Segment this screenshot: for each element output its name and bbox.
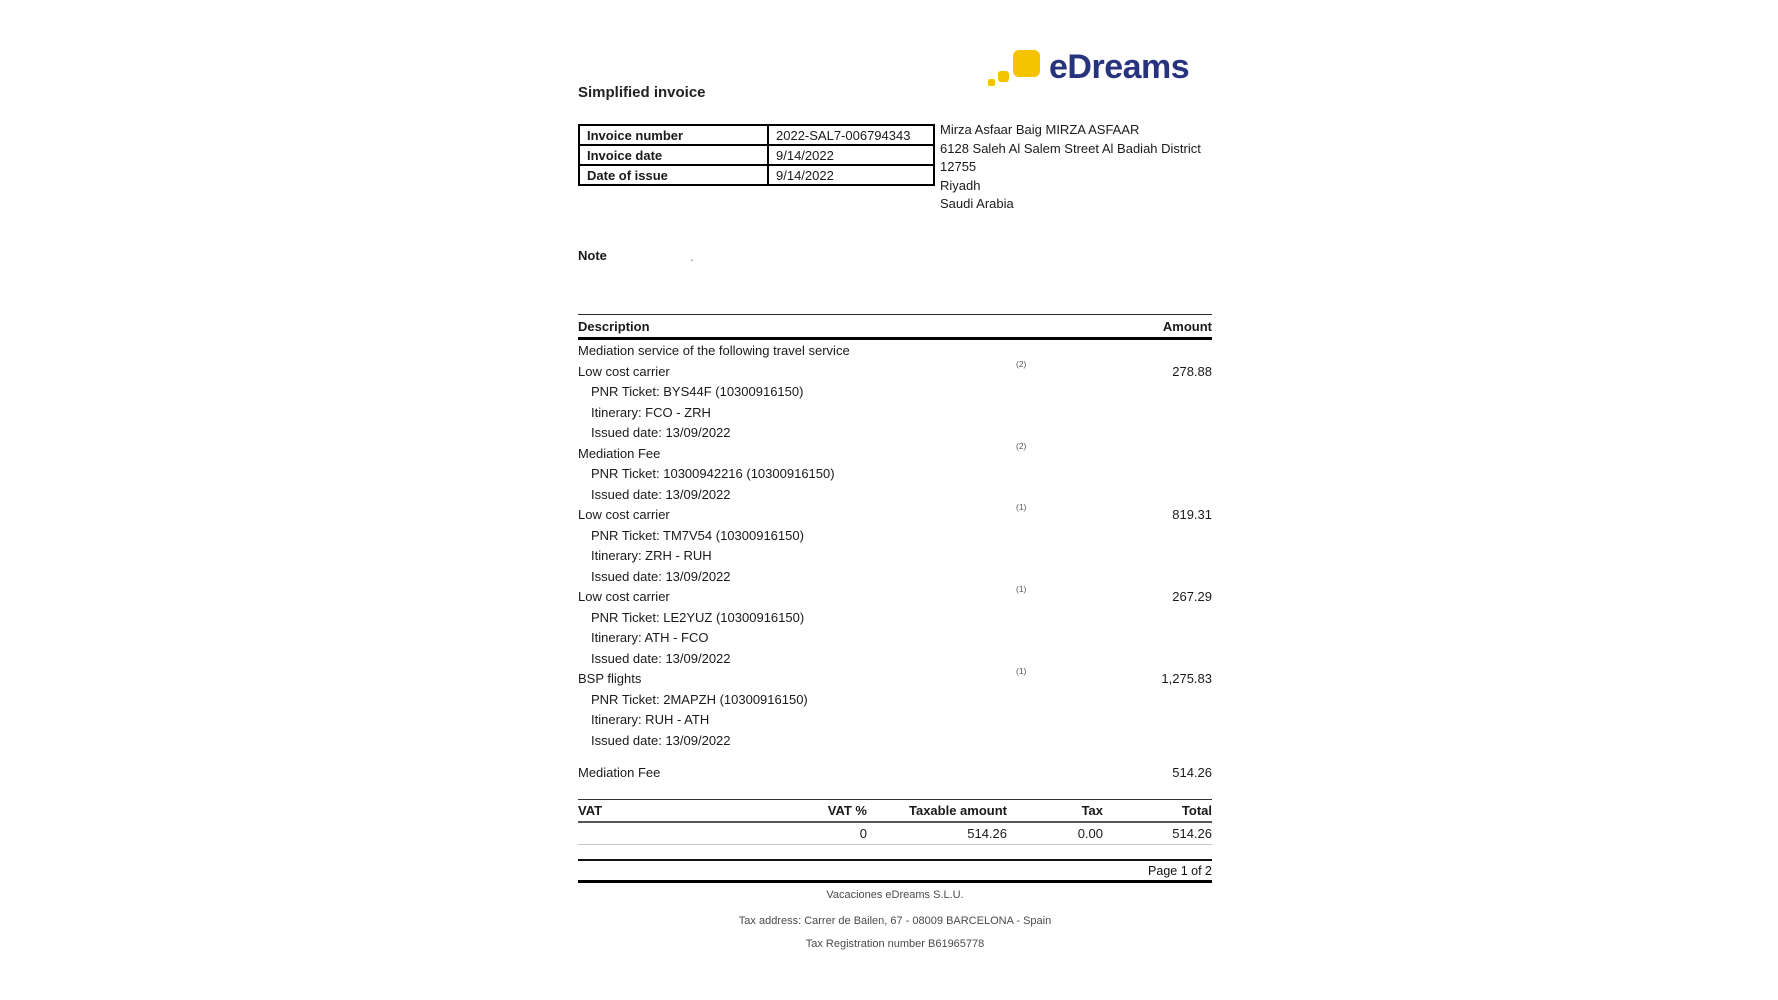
vat-header: VAT: [578, 803, 603, 818]
footnote-ref: (2): [1016, 358, 1027, 369]
total-cell: 514.26: [1172, 825, 1212, 841]
mediation-fee-summary: [578, 765, 1212, 780]
footnote-ref: (1): [1016, 502, 1027, 512]
amount-column-header: Amount: [1162, 319, 1212, 334]
item-row: [578, 584, 1212, 608]
vat-table: [578, 799, 1212, 845]
vat-bottom-rule: [578, 844, 1212, 845]
logo-bubble-small-icon: [988, 79, 995, 86]
item-amount: 278.88: [1172, 363, 1212, 379]
description-column-header: Description: [578, 319, 650, 334]
edreams-logo: [988, 50, 1189, 86]
invoice-info-table: [578, 124, 935, 186]
item-detail: PNR Ticket: TM7V54 (10300916150): [591, 527, 804, 543]
date-of-issue-label: Date of issue: [579, 165, 768, 185]
item-row: [578, 358, 1212, 383]
date-of-issue-value: 9/14/2022: [768, 165, 934, 185]
items-table-body: [578, 341, 1212, 751]
invoice-date-row: [579, 145, 934, 165]
invoice-date-label: Invoice date: [579, 145, 768, 165]
recipient-name: Mirza Asfaar Baig MIRZA ASFAAR: [940, 122, 1140, 137]
item-row: [578, 502, 1212, 526]
total-header: Total: [1181, 803, 1212, 818]
logo-bubble-large-icon: [1013, 50, 1040, 77]
header-bottom-rule: [578, 337, 1212, 340]
invoice-number-label: Invoice number: [579, 125, 768, 145]
vat-percent-header: VAT %: [827, 803, 867, 818]
logo-bubble-medium-icon: [998, 71, 1009, 82]
footer-tax-registration: Tax Registration number B61965778: [805, 938, 985, 950]
item-detail: Itinerary: FCO - ZRH: [591, 404, 711, 420]
page-indicator-band: [578, 859, 1212, 883]
tax-cell: 0.00: [1077, 825, 1103, 841]
page-indicator: Page 1 of 2: [1148, 864, 1212, 878]
item-detail: Issued date: 13/09/2022: [591, 568, 731, 584]
item-amount: 267.29: [1172, 589, 1212, 604]
item-detail: Itinerary: RUH - ATH: [591, 712, 710, 727]
item-detail: PNR Ticket: BYS44F (10300916150): [591, 384, 804, 399]
vat-percent-cell: 0: [859, 825, 867, 841]
footer-company: Vacaciones eDreams S.L.U.: [826, 889, 964, 901]
recipient-address: [940, 121, 1201, 214]
item-detail: Issued date: 13/09/2022: [591, 425, 731, 440]
summary-amount: 514.26: [1172, 765, 1212, 780]
recipient-postcode: 12755: [940, 159, 977, 174]
item-row: [578, 440, 1212, 465]
footer-tax-address: Tax address: Carrer de Bailen, 67 - 08009 BARCELONA - Spain: [738, 915, 1052, 927]
vat-header-row: [578, 800, 1212, 821]
logo-wordmark: eDreams: [1049, 48, 1190, 87]
items-intro: Mediation service of the following travel service: [578, 343, 850, 358]
item-title: Low cost carrier: [578, 363, 670, 379]
footnote-ref: (1): [1016, 666, 1027, 676]
note-value: .: [690, 249, 694, 264]
item-title: Mediation Fee: [578, 445, 661, 461]
page-band-bottom-rule: [578, 880, 1212, 883]
item-amount: 1,275.83: [1161, 671, 1212, 686]
item-title: Low cost carrier: [578, 589, 670, 604]
footnote-ref: (2): [1016, 440, 1027, 451]
invoice-date-value: 9/14/2022: [768, 145, 934, 165]
footnote-ref: (1): [1016, 584, 1027, 594]
date-of-issue-row: [579, 165, 934, 185]
item-title: BSP flights: [578, 671, 642, 686]
items-table-header: [578, 314, 1212, 340]
tax-header: Tax: [1081, 803, 1103, 818]
recipient-country: Saudi Arabia: [940, 196, 1014, 211]
item-detail: Issued date: 13/09/2022: [591, 650, 731, 666]
recipient-street: 6128 Saleh Al Salem Street Al Badiah District: [940, 140, 1201, 156]
item-detail: PNR Ticket: LE2YUZ (10300916150): [591, 609, 805, 625]
item-row: [578, 666, 1212, 690]
recipient-city: Riyadh: [940, 177, 981, 193]
item-detail: Itinerary: ZRH - RUH: [591, 548, 712, 563]
note-label: Note: [578, 248, 607, 263]
item-detail: PNR Ticket: 2MAPZH (10300916150): [591, 691, 808, 707]
taxable-amount-cell: 514.26: [967, 825, 1007, 841]
invoice-number-row: [579, 125, 934, 145]
vat-data-row: [578, 823, 1212, 844]
taxable-amount-header: Taxable amount: [908, 803, 1007, 818]
note-section: [578, 248, 1212, 263]
item-detail: Issued date: 13/09/2022: [591, 486, 731, 502]
invoice-number-value: 2022-SAL7-006794343: [768, 125, 934, 145]
item-detail: Itinerary: ATH - FCO: [591, 630, 709, 645]
item-detail: Issued date: 13/09/2022: [591, 732, 731, 748]
summary-label: Mediation Fee: [578, 765, 661, 780]
item-amount: 819.31: [1172, 507, 1212, 522]
item-detail: PNR Ticket: 10300942216 (10300916150): [591, 466, 835, 481]
item-title: Low cost carrier: [578, 507, 670, 522]
page-title: Simplified invoice: [578, 84, 706, 101]
